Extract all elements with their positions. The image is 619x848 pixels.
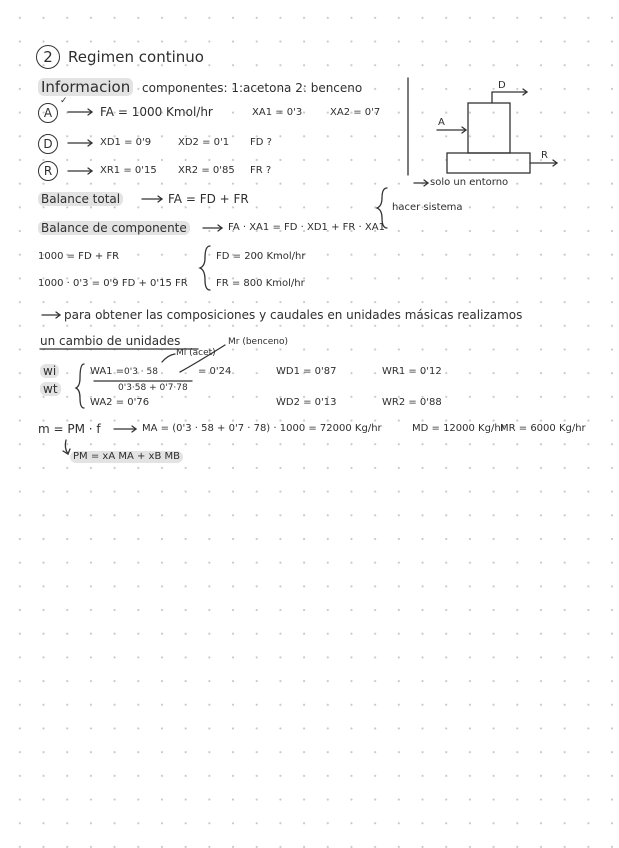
wa1-label: WA1 = [90,366,125,377]
mr-value: MR = 6000 Kg/hr [500,423,586,434]
check-mark-icon: ✓ [60,96,68,106]
diagram-d-label: D [498,80,506,91]
stream-r-x2: XR2 = 0'85 [178,165,235,176]
ma-equation: MA = (0'3 · 58 + 0'7 · 78) · 1000 = 72000 Kg/hr [142,423,382,434]
pm-note: PM = xA MA + xB MB [70,451,183,463]
stream-a-x1: XA1 = 0'3 [252,107,303,118]
wr2: WR2 = 0'88 [382,397,442,408]
stream-d-f: FD ? [250,137,272,148]
info-heading: Informacion [38,78,133,96]
wa1-den: 0'3·58 + 0'7·78 [118,383,188,393]
stream-r-label: R [38,161,58,181]
diagram-note: solo un entorno [430,177,509,188]
wa1-val: = 0'24 [198,366,232,377]
balance-total-label: Balance total [38,192,123,206]
side-note: hacer sistema [392,202,463,213]
stream-a-label: A [38,103,58,123]
mass-fraction-label: wi [40,364,59,378]
stream-a-x2: XA2 = 0'7 [330,107,381,118]
diagram-a-label: A [438,117,445,128]
stream-d-x1: XD1 = 0'9 [100,137,152,148]
balance-total-eq: FA = FD + FR [168,192,249,206]
stream-d-label: D [38,134,58,154]
stream-r-x1: XR1 = 0'15 [100,165,157,176]
result-fd: FD = 200 Kmol/hr [216,251,306,262]
section-number: 2 [36,45,60,69]
text-line2: un cambio de unidades [40,334,181,348]
note-mr: Mr (benceno) [228,337,288,347]
components-line: componentes: 1:acetona 2: benceno [142,81,363,95]
wa2: WA2 = 0'76 [90,397,150,408]
wr1: WR1 = 0'12 [382,366,442,377]
wd2: WD2 = 0'13 [276,397,337,408]
stream-a-flow: FA = 1000 Kmol/hr [100,105,213,119]
eq1: 1000 = FD + FR [38,251,120,262]
result-fr: FR = 800 Kmol/hr [216,278,305,289]
note-mi: Mi (acet) [176,348,216,358]
wd1: WD1 = 0'87 [276,366,337,377]
text-line1: para obtener las composiciones y caudales en unidades másicas realizamos [64,308,523,322]
m-equation: m = PM · f [38,422,101,436]
section-title: Regimen continuo [68,48,204,66]
balance-comp-label: Balance de componente [38,221,190,235]
stream-d-x2: XD2 = 0'1 [178,137,230,148]
wa1-num: 0'3 · 58 [124,367,158,377]
stream-r-f: FR ? [250,165,272,176]
mass-fraction-den: wt [40,382,61,396]
eq2: 1000 · 0'3 = 0'9 FD + 0'15 FR [38,278,188,289]
balance-comp-eq: FA · XA1 = FD · XD1 + FR · XA1 [228,222,385,233]
diagram-r-label: R [541,150,548,161]
md-value: MD = 12000 Kg/hr [412,423,505,434]
